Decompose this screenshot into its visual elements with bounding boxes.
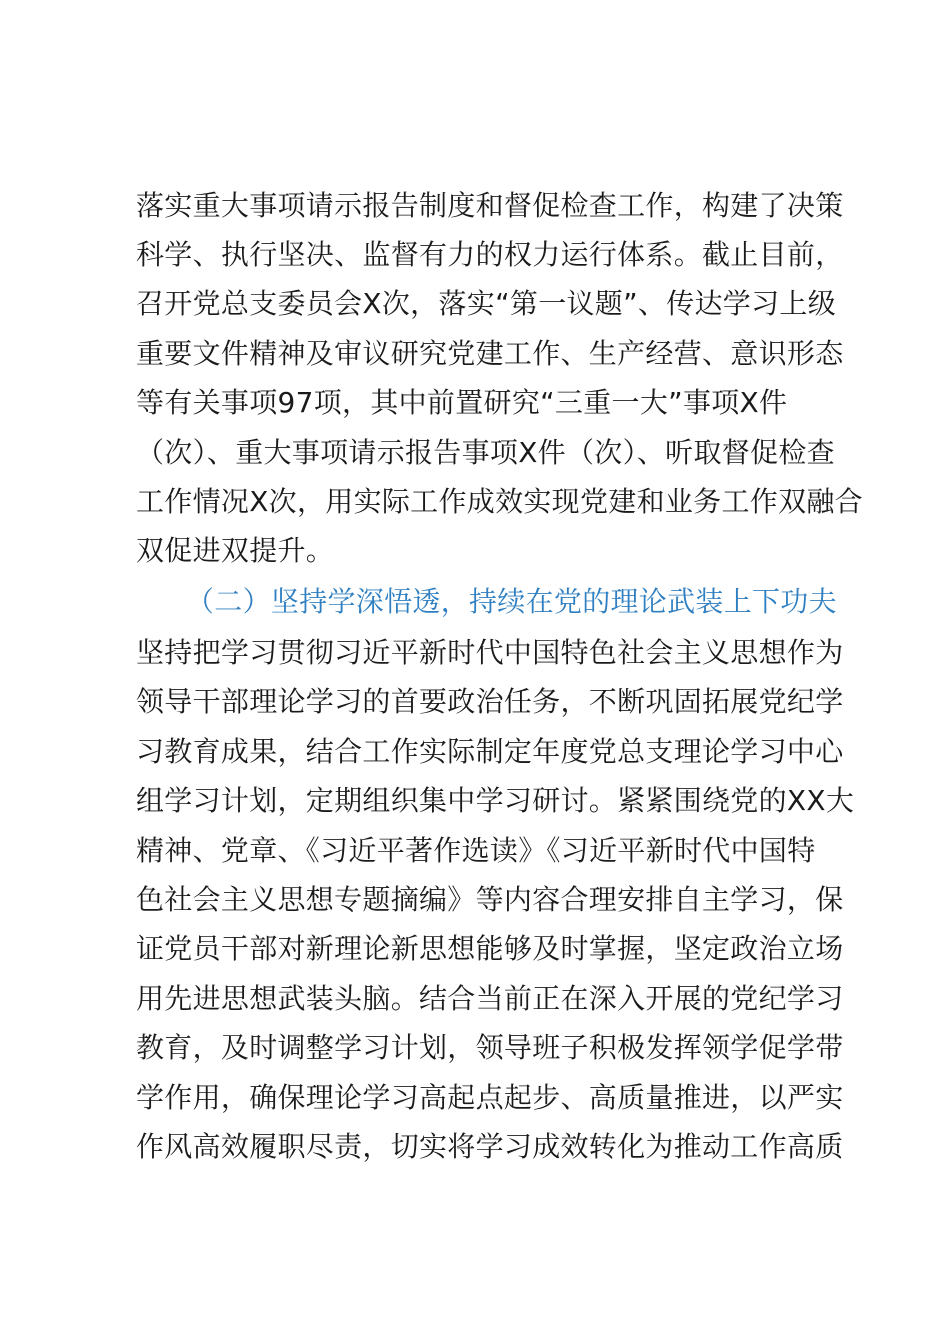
paragraph-1-line-6: （次）、重大事项请示报告事项X件（次）、听取督促检查: [136, 436, 835, 469]
paragraph-1-line-5: 等有关事项97项，其中前置研究“三重一大”事项X件: [136, 386, 788, 419]
paragraph-2-line-3: 习教育成果，结合工作实际制定年度党总支理论学习中心: [136, 735, 844, 768]
paragraph-2-line-4: 组学习计划，定期组织集中学习研讨。紧紧围绕党的XX大: [136, 784, 855, 817]
paragraph-2-line-1: 坚持把学习贯彻习近平新时代中国特色社会主义思想作为: [136, 636, 844, 669]
paragraph-2-line-9: 教育，及时调整学习计划，领导班子积极发挥领学促学带: [136, 1031, 844, 1064]
paragraph-1-line-3: 召开党总支委员会X次，落实“第一议题”、传达学习上级: [136, 287, 836, 320]
paragraph-1-line-2: 科学、执行坚决、监督有力的权力运行体系。截止目前，: [136, 238, 844, 271]
paragraph-1-line-1: 落实重大事项请示报告制度和督促检查工作，构建了决策: [136, 189, 844, 222]
paragraph-2-line-7: 证党员干部对新理论新思想能够及时掌握，坚定政治立场: [136, 932, 844, 965]
section-heading: （二）坚持学深悟透，持续在党的理论武装上下功夫: [186, 585, 837, 618]
paragraph-2-line-11: 作风高效履职尽责，切实将学习成效转化为推动工作高质: [136, 1130, 844, 1163]
paragraph-1-line-7: 工作情况X次，用实际工作成效实现党建和业务工作双融合: [136, 485, 863, 518]
paragraph-1-line-4: 重要文件精神及审议研究党建工作、生产经营、意识形态: [136, 337, 844, 370]
paragraph-2-line-10: 学作用，确保理论学习高起点起步、高质量推进，以严实: [136, 1081, 844, 1114]
paragraph-1-line-8: 双促进双提升。: [136, 534, 335, 567]
paragraph-2-line-5: 精神、党章、《习近平著作选读》《习近平新时代中国特: [136, 834, 816, 867]
paragraph-2-line-2: 领导干部理论学习的首要政治任务，不断巩固拓展党纪学: [136, 685, 844, 718]
paragraph-2-line-6: 色社会主义思想专题摘编》等内容合理安排自主学习，保: [136, 883, 844, 916]
paragraph-2-line-8: 用先进思想武装头脑。结合当前正在深入开展的党纪学习: [136, 982, 844, 1015]
